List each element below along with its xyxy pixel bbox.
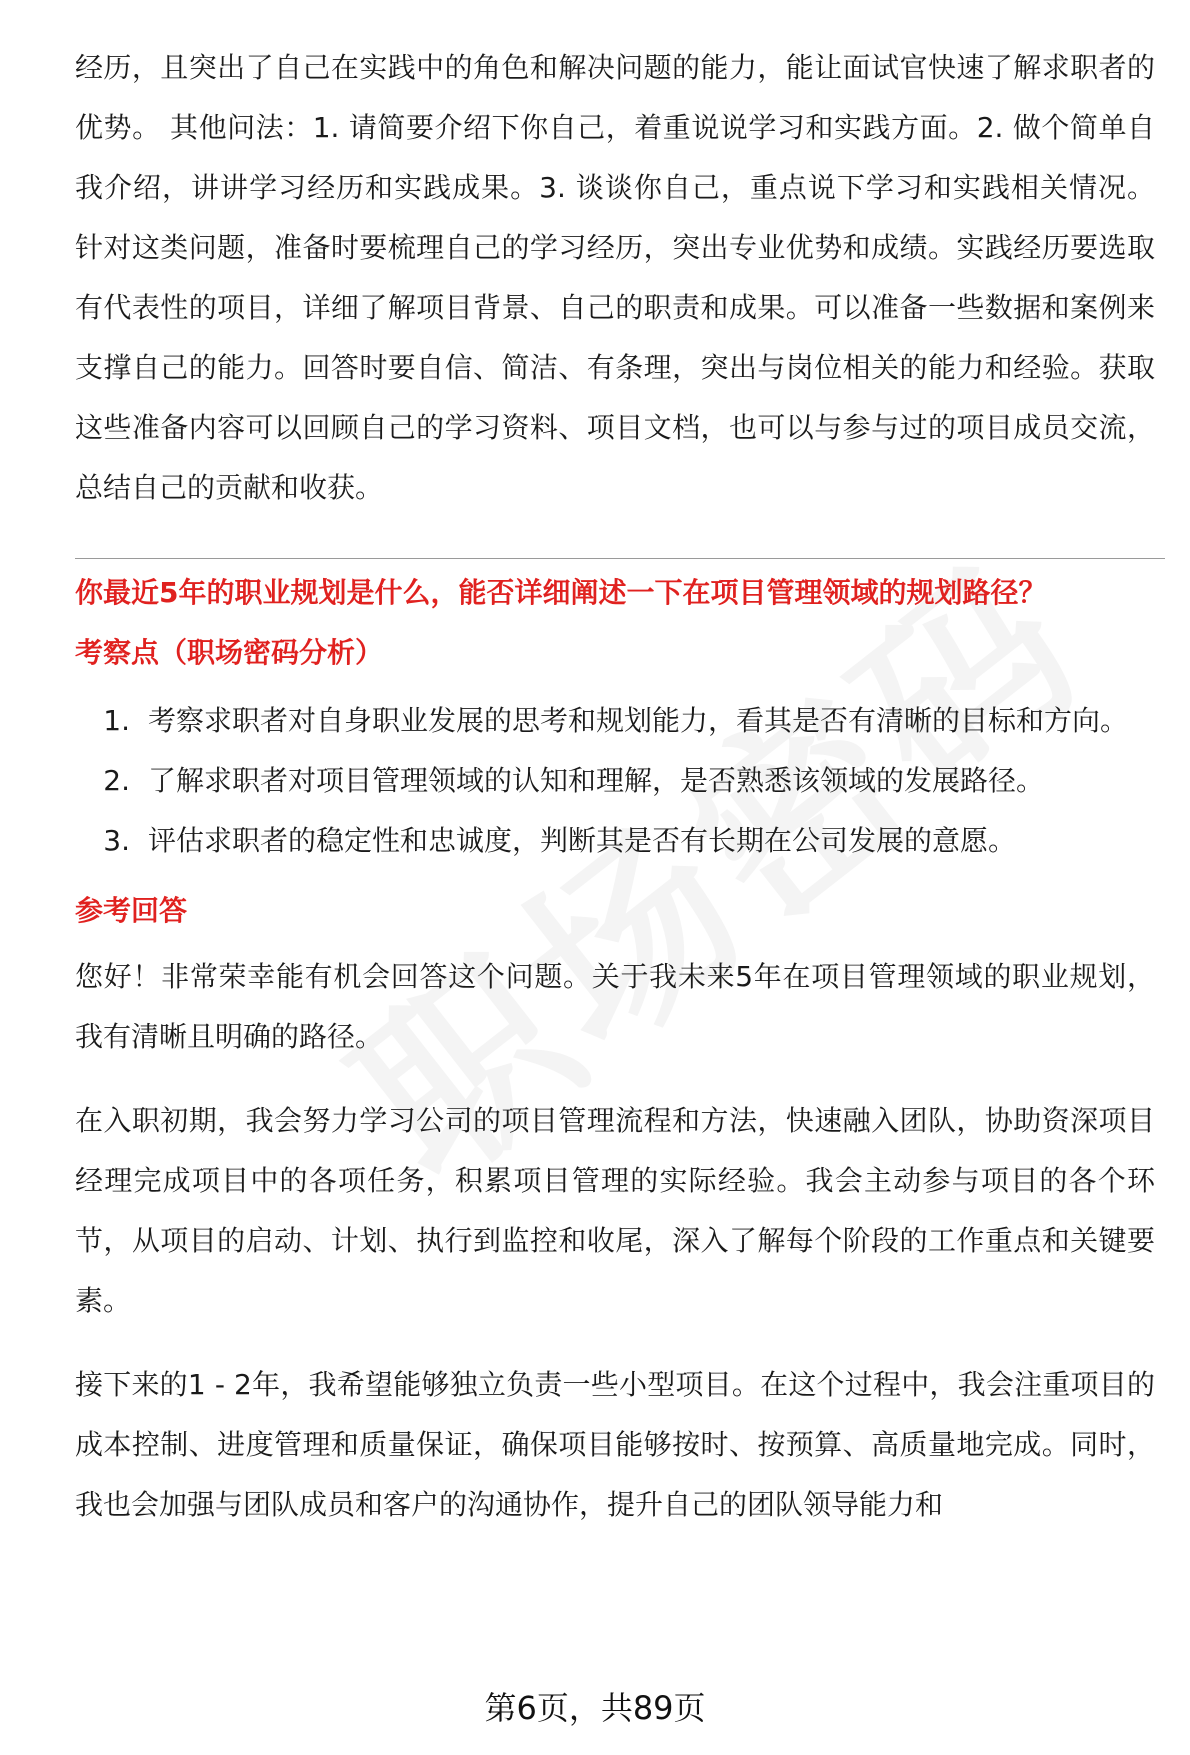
analysis-list xyxy=(75,691,1155,871)
list-text: 考察求职者对自身职业发展的思考和规划能力，看其是否有清晰的目标和方向。 xyxy=(148,704,1129,737)
answer-paragraph: 接下来的1 - 2年，我希望能够独立负责一些小型项目。在这个过程中，我会注重项目的成本控制、进度管理和质量保证，确保项目能够按时、按预算、高质量地完成。同时，我也会加强与团队成员和客户的沟通协作，提升自己的团队领导能力和 xyxy=(75,1368,1155,1521)
list-text: 了解求职者对项目管理领域的认知和理解，是否熟悉该领域的发展路径。 xyxy=(148,764,1045,797)
answer-paragraph: 在入职初期，我会努力学习公司的项目管理流程和方法，快速融入团队，协助资深项目经理完成项目中的各项任务，积累项目管理的实际经验。我会主动参与项目的各个环节，从项目的启动、计划、执行到监控和收尾，深入了解每个阶段的工作重点和关键要素。 xyxy=(75,1104,1155,1317)
answer-paragraph: 您好！非常荣幸能有机会回答这个问题。关于我未来5年在项目管理领域的职业规划，我有清晰且明确的路径。 xyxy=(75,960,1155,1053)
list-item xyxy=(75,811,1155,871)
page-number-footer: 第6页，共89页 xyxy=(484,1689,706,1727)
analysis-heading: 考察点（职场密码分析） xyxy=(75,636,384,669)
list-text: 评估求职者的稳定性和忠诚度，判断其是否有长期在公司发展的意愿。 xyxy=(148,824,1017,857)
answer-heading: 参考回答 xyxy=(75,894,188,927)
list-number: 3. xyxy=(103,824,130,857)
question-title: 你最近5年的职业规划是什么，能否详细阐述一下在项目管理领域的规划路径？ xyxy=(75,576,1047,609)
section-divider xyxy=(75,558,1165,559)
intro-paragraph: 经历，且突出了自己在实践中的角色和解决问题的能力，能让面试官快速了解求职者的优势。 其他问法：1. 请简要介绍下你自己，着重说说学习和实践方面。2. 做个简单自我介绍，讲讲学习经历和实践成果。3. 谈谈你自己，重点说下学习和实践相关情况。 针对这类问题，准备时要梳理自己的学习经历，突出专业优势和成绩。实践经历要选取有代表性的项目，详细了解项目背景、自己的职责和成果。可以准备一些数据和案例来支撑自己的能力。回答时要自信、简洁、有条理，突出与岗位相关的能力和经验。获取这些准备内容可以回顾自己的学习资料、项目文档，也可以与参与过的项目成员交流，总结自己的贡献和收获。 xyxy=(75,51,1155,504)
page-content xyxy=(75,38,1155,1535)
list-item xyxy=(75,691,1155,751)
list-number: 2. xyxy=(103,764,130,797)
list-item xyxy=(75,751,1155,811)
list-number: 1. xyxy=(103,704,130,737)
